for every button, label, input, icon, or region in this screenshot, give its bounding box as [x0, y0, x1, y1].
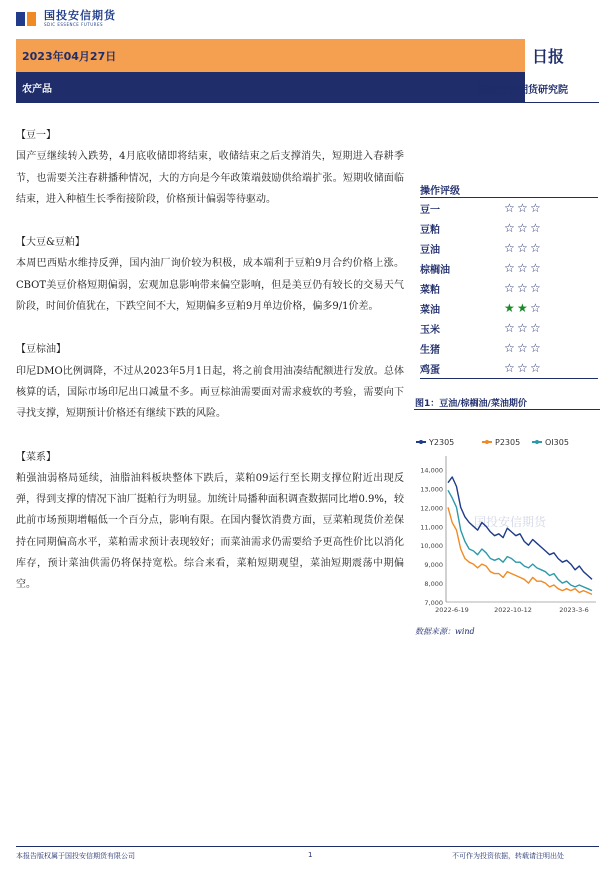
- star-empty-icon: ☆: [530, 341, 541, 355]
- rating-row: [420, 218, 600, 238]
- chart-watermark: 国投安信期货: [474, 515, 547, 529]
- rating-commodity: 菜油: [420, 304, 440, 316]
- legend-label: OI305: [545, 438, 569, 447]
- section-title: 【菜系】: [16, 451, 56, 463]
- rating-divider: [420, 378, 598, 379]
- section-soybean-one: [16, 125, 404, 210]
- footer-copyright: 本报告版权属于国投安信期货有限公司: [16, 852, 135, 860]
- star-filled-icon: ★: [517, 301, 528, 315]
- rating-commodity: 豆油: [420, 244, 440, 256]
- star-empty-icon: ☆: [517, 361, 528, 375]
- header-divider: [16, 102, 599, 103]
- y-tick-label: 10,000: [420, 542, 443, 551]
- star-empty-icon: ☆: [504, 221, 515, 235]
- legend-marker: [535, 440, 539, 444]
- x-tick-label: 2022-10-12: [494, 606, 532, 614]
- legend-label: Y2305: [429, 438, 455, 447]
- star-empty-icon: ☆: [504, 321, 515, 335]
- star-empty-icon: ☆: [517, 201, 528, 215]
- series-line-oi305: [448, 490, 592, 590]
- rating-row: [420, 238, 600, 258]
- star-empty-icon: ☆: [530, 261, 541, 275]
- star-empty-icon: ☆: [530, 281, 541, 295]
- rating-stars: [504, 322, 543, 334]
- analysis-column: [16, 125, 404, 596]
- rating-stars: [504, 262, 543, 274]
- rating-stars: [504, 242, 543, 254]
- rating-stars: [504, 202, 543, 214]
- star-empty-icon: ☆: [530, 301, 541, 315]
- star-empty-icon: ☆: [517, 241, 528, 255]
- rating-row: [420, 338, 600, 358]
- star-filled-icon: ★: [504, 301, 515, 315]
- star-empty-icon: ☆: [504, 281, 515, 295]
- star-empty-icon: ☆: [517, 341, 528, 355]
- section-rapeseed: [16, 447, 404, 596]
- rating-commodity: 豆一: [420, 204, 440, 216]
- x-tick-label: 2022-6-19: [435, 606, 469, 614]
- section-title: 【大豆&豆粕】: [16, 237, 85, 249]
- star-empty-icon: ☆: [504, 341, 515, 355]
- rating-stars: [504, 222, 543, 234]
- star-empty-icon: ☆: [530, 221, 541, 235]
- legend-label: P2305: [495, 438, 521, 447]
- star-empty-icon: ☆: [504, 361, 515, 375]
- rating-row: [420, 258, 600, 278]
- star-empty-icon: ☆: [517, 321, 528, 335]
- footer-disclaimer: 不可作为投资依据，转载请注明出处: [452, 852, 564, 860]
- y-tick-label: 12,000: [420, 504, 443, 513]
- y-tick-label: 7,000: [424, 599, 443, 607]
- legend-marker: [419, 440, 423, 444]
- section-text: 国产豆继续转入跌势，4月底收储即将结束，收储结束之后支撑消失，短期进入春耕季节，也需要关注春耕播种情况，大的方向是今年政策端鼓励供给端扩张。短期收储面临结束，进入种植生长季衔接阶段，价格预计偏弱等待驱动。: [16, 151, 404, 205]
- rating-commodity: 棕榈油: [420, 264, 450, 276]
- star-empty-icon: ☆: [504, 201, 515, 215]
- legend-marker: [485, 440, 489, 444]
- report-date: 2023年04月27日: [22, 50, 117, 63]
- logo-name-en: SDIC ESSENCE FUTURES: [44, 22, 104, 27]
- star-empty-icon: ☆: [504, 261, 515, 275]
- header-blue-band: [16, 72, 525, 102]
- rating-stars: [504, 282, 543, 294]
- rating-commodity: 鸡蛋: [420, 364, 440, 376]
- section-title: 【豆棕油】: [16, 344, 66, 356]
- logo-mark-icon: [16, 10, 38, 28]
- rating-row: [420, 358, 600, 378]
- figure-title: 图1：豆油/棕榈油/菜油期价: [415, 399, 527, 409]
- research-institute: 国投安信期货研究院: [478, 85, 568, 96]
- logo-name-cn: 国投安信期货: [44, 9, 116, 22]
- y-tick-label: 13,000: [420, 485, 443, 494]
- footer-divider: [16, 846, 599, 847]
- star-empty-icon: ☆: [517, 261, 528, 275]
- rating-stars: [504, 342, 543, 354]
- rating-row: [420, 198, 600, 218]
- rating-row: [420, 298, 600, 318]
- data-source: 数据来源：wind: [415, 627, 475, 636]
- rating-stars: [504, 302, 543, 314]
- star-empty-icon: ☆: [530, 241, 541, 255]
- y-tick-label: 8,000: [424, 580, 443, 589]
- section-soybean-meal: [16, 232, 404, 317]
- company-logo: [16, 10, 116, 28]
- y-tick-label: 11,000: [420, 523, 443, 532]
- star-empty-icon: ☆: [517, 221, 528, 235]
- section-soy-palm-oil: [16, 339, 404, 424]
- figure-divider: [414, 409, 600, 410]
- y-tick-label: 9,000: [424, 561, 443, 570]
- section-text: 本周巴西贴水维持反弹，国内油厂询价较为积极，成本端利于豆粕9月合约价格上涨。CBOT美豆价格短期偏弱，宏观加息影响带来偏空影响，但是美豆仍有较长的交易天气阶段，时间价值犹在，下跌空间不大，短期偏多豆粕9月单边价格，偏多9/1价差。: [16, 258, 404, 313]
- rating-row: [420, 318, 600, 338]
- section-title: 【豆一】: [16, 130, 56, 141]
- rating-commodity: 豆粕: [420, 224, 440, 236]
- rating-row: [420, 278, 600, 298]
- section-text: 粕强油弱格局延续，油脂油料板块整体下跌后，菜粕09运行至长期支撑位附近出现反弹，得到支撑的情况下油厂挺粕行为明显。加统计局播种面积调查数据同比增0.9%，较此前市场预期增幅低一个百分点，影响有限。在国内餐饮消费方面，豆菜粕现货价差保持在同期偏高水平，菜粕需求预计表现较好；而菜油需求仍需要给予更高性价比以消化库存，预计菜油供需仍将保持宽松。综合来看，菜粕短期观望，菜油短期震荡中期偏空。: [16, 472, 404, 591]
- rating-commodity: 菜粕: [420, 284, 440, 296]
- star-empty-icon: ☆: [530, 321, 541, 335]
- section-text: 印尼DMO比例调降，不过从2023年5月1日起，将之前食用油凑结配额进行发放。总体核算的话，国际市场印尼出口减量不多。両豆棕油需要面对需求疲软的考验，需要向下寻找支撑，短期预计价格还有继续下跌的风险。: [16, 365, 404, 420]
- rating-stars: [504, 362, 543, 374]
- rating-commodity: 生猪: [420, 344, 440, 356]
- star-empty-icon: ☆: [504, 241, 515, 255]
- rating-commodity: 玉米: [420, 324, 440, 336]
- page-number: 1: [308, 851, 313, 859]
- rating-list: [420, 197, 600, 379]
- star-empty-icon: ☆: [530, 201, 541, 215]
- rating-title: 操作评级: [420, 186, 460, 197]
- star-empty-icon: ☆: [530, 361, 541, 375]
- price-chart: [414, 430, 602, 620]
- star-empty-icon: ☆: [517, 281, 528, 295]
- y-tick-label: 14,000: [420, 466, 443, 475]
- report-type: 日报: [532, 47, 565, 66]
- report-category: 农产品: [22, 84, 52, 95]
- x-tick-label: 2023-3-6: [559, 606, 589, 614]
